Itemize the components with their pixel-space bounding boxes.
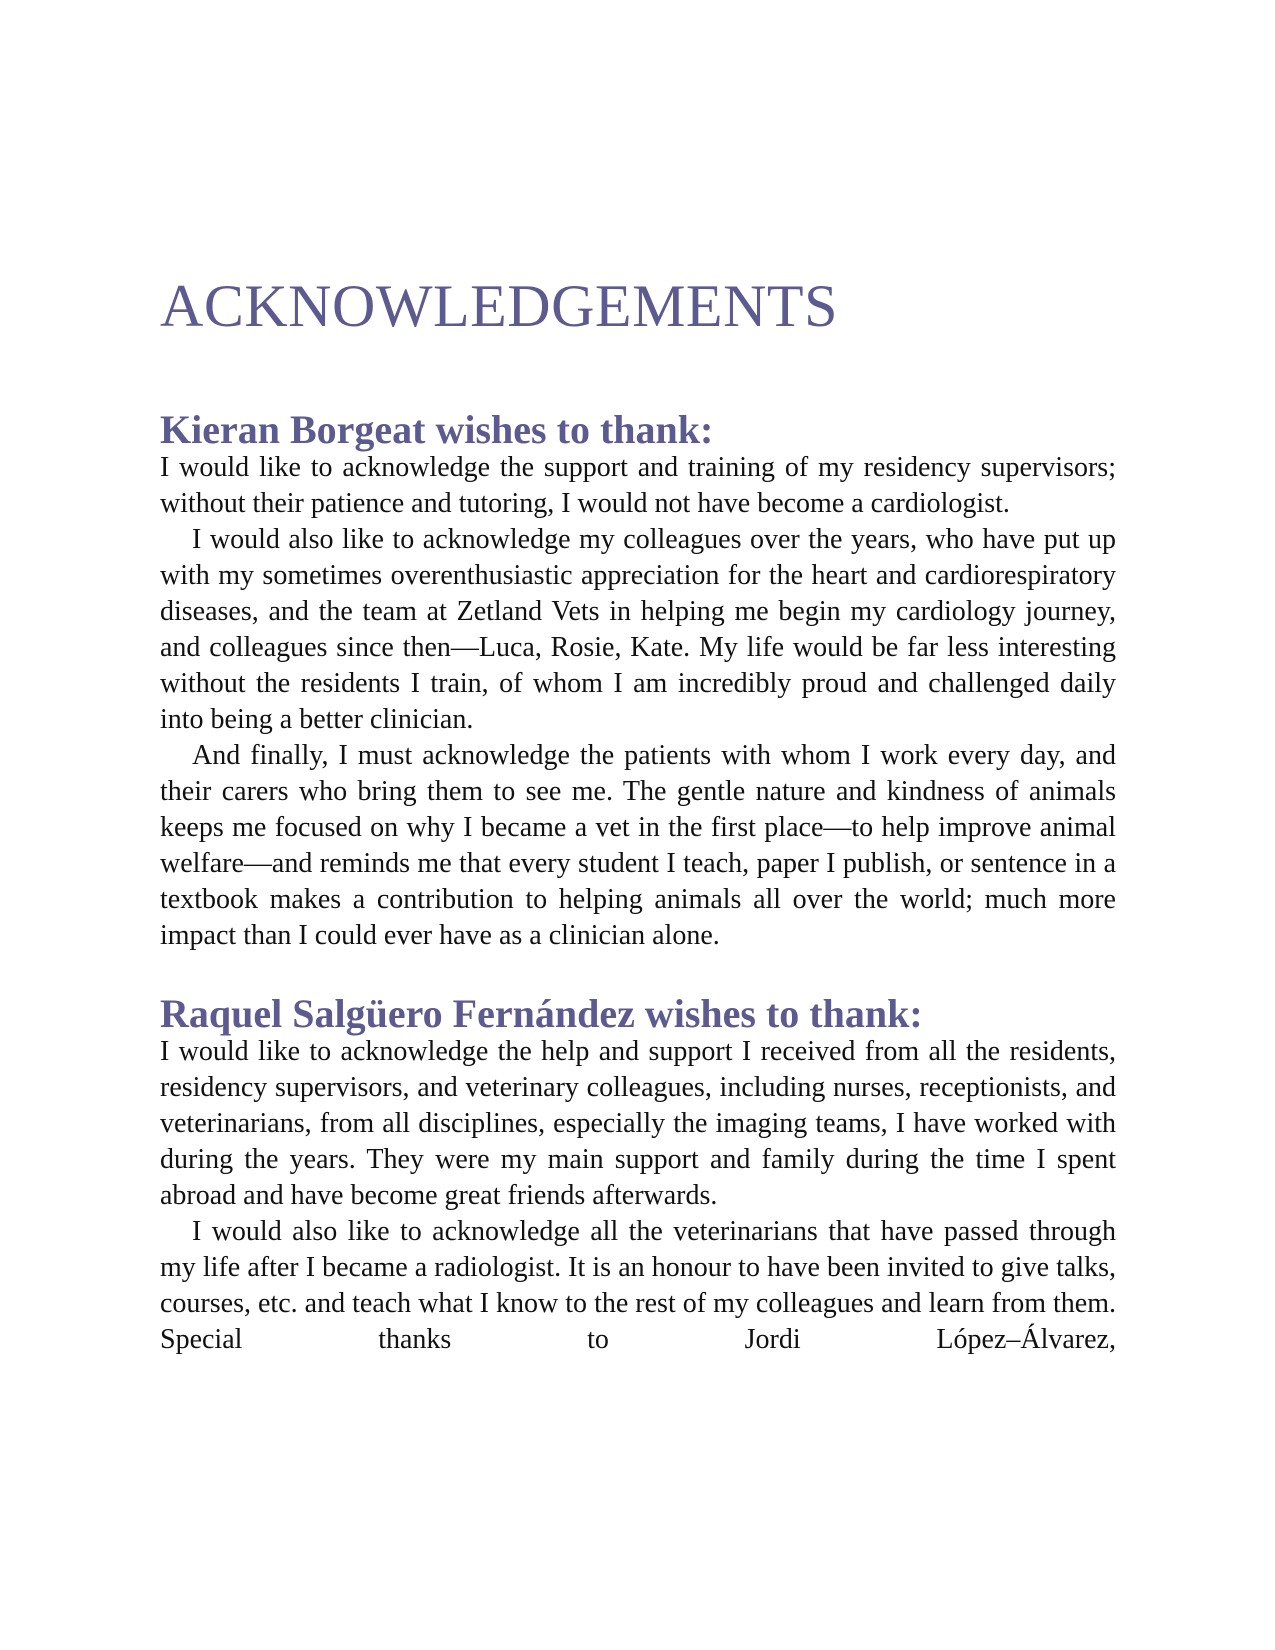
chapter-title: ACKNOWLEDGEMENTS <box>160 273 838 339</box>
paragraph: And finally, I must acknowledge the patients with whom I work every day, and their carers who bring them to see me. The gentle nature and kindness of animals keeps me focused on why I became a vet in the first place—to help improve animal welfare—and reminds me that every student I teach, paper I publish, or sentence in a textbook makes a contribution to helping animals all over the world; much more impact than I could ever have as a clinician alone. <box>160 740 1116 951</box>
paragraph: I would also like to acknowledge my colleagues over the years, who have put up with my sometimes overenthusiastic appreciation for the heart and cardiorespiratory diseases, and the team at Zetland Vets in helping me begin my cardiology journey, and colleagues since then—Luca, Rosie, Kate. My life would be far less interesting without the residents I train, of whom I am incredibly proud and challenged daily into being a better clinician. <box>160 524 1116 735</box>
paragraph: I would like to acknowledge the help and support I received from all the residents, residency supervisors, and veterinary colleagues, including nurses, receptionists, and veterinarians, from all disciplines, especially the imaging teams, I have worked with during the years. They were my main support and family during the time I spent abroad and have become great friends afterwards. <box>160 1036 1116 1211</box>
document-page <box>160 270 1116 1358</box>
section-raquel-salguero-fernandez <box>160 990 1116 1358</box>
paragraph: I would also like to acknowledge all the veterinarians that have passed through my life after I became a radiologist. It is an honour to have been invited to give talks, courses, etc. and teach what I know to the rest of my colleagues and learn from them. Special thanks to Jordi López–Álvarez, <box>160 1216 1116 1355</box>
section-kieran-borgeat <box>160 406 1116 954</box>
section-heading: Kieran Borgeat wishes to thank: <box>160 407 714 452</box>
paragraph: I would like to acknowledge the support and training of my residency supervisors; without their patience and tutoring, I would not have become a cardiologist. <box>160 452 1116 519</box>
section-heading: Raquel Salgüero Fernández wishes to thank: <box>160 991 923 1036</box>
